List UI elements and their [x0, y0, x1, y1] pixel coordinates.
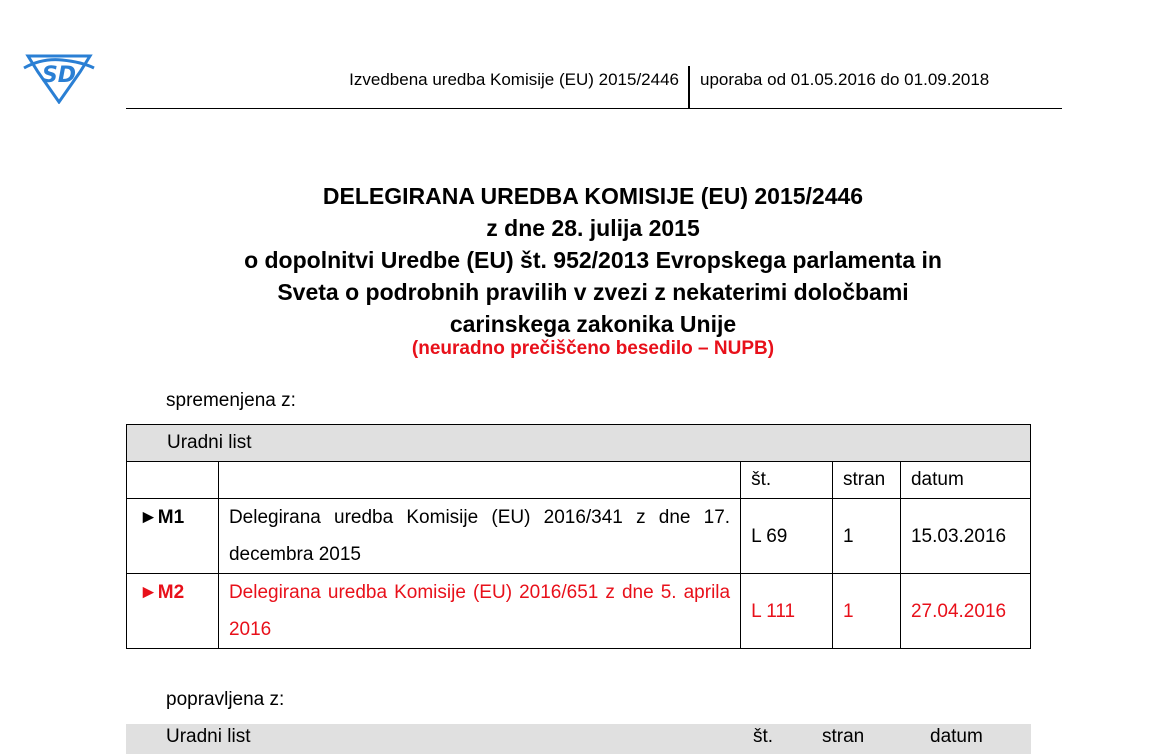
title-line: o dopolnitvi Uredbe (EU) št. 952/2013 Evropskega parlamenta in: [244, 247, 942, 273]
title-line: z dne 28. julija 2015: [486, 215, 700, 241]
amendment-stran: 1: [833, 574, 901, 649]
header-regulation-ref: Izvedbena uredba Komisije (EU) 2015/2446: [349, 70, 679, 89]
col-datum: datum: [900, 462, 1030, 499]
amendments-table: [126, 424, 1031, 649]
amendment-title: Delegirana uredba Komisije (EU) 2016/341 z dne 17. decembra 2015: [218, 499, 740, 574]
title-line: Sveta o podrobnih pravilih v zvezi z nekaterimi določbami: [277, 279, 909, 305]
corr-col-datum: datum: [930, 726, 983, 747]
col-st: št.: [741, 462, 833, 499]
svg-text:SD: SD: [41, 63, 77, 88]
amendment-datum: 27.04.2016: [900, 574, 1030, 649]
corr-col-st: št.: [753, 726, 774, 747]
corrections-table-header: [126, 724, 1031, 754]
amendment-st: L 111: [741, 574, 833, 649]
amended-label: spremenjena z:: [166, 390, 296, 411]
table-column-header: [127, 462, 1031, 499]
corr-uradni-list-header: Uradni list: [166, 726, 251, 747]
uradni-list-header: Uradni list: [127, 425, 1031, 462]
amendment-marker[interactable]: ►M1: [127, 499, 219, 574]
amendment-title: Delegirana uredba Komisije (EU) 2016/651 z dne 5. aprila 2016: [218, 574, 740, 649]
corr-col-stran: stran: [822, 726, 865, 747]
running-header: [126, 66, 1062, 109]
amendment-marker[interactable]: ►M2: [127, 574, 219, 649]
col-stran: stran: [833, 462, 901, 499]
amendment-datum: 15.03.2016: [900, 499, 1030, 574]
title-line: carinskega zakonika Unije: [449, 311, 737, 337]
amendment-st: L 69: [741, 499, 833, 574]
corrected-label: popravljena z:: [166, 689, 285, 710]
header-divider: [688, 66, 690, 108]
sd-shield-logo-icon: [22, 50, 96, 104]
header-validity: uporaba od 01.05.2016 do 01.09.2018: [700, 70, 990, 89]
amendment-stran: 1: [833, 499, 901, 574]
title-line: DELEGIRANA UREDBA KOMISIJE (EU) 2015/2446: [322, 183, 864, 209]
document-subtitle: (neuradno prečiščeno besedilo – NUPB): [411, 338, 775, 359]
table-row: [127, 499, 1031, 574]
table-section-header: [127, 425, 1031, 462]
document-title: [0, 180, 1158, 340]
table-row: [127, 574, 1031, 649]
